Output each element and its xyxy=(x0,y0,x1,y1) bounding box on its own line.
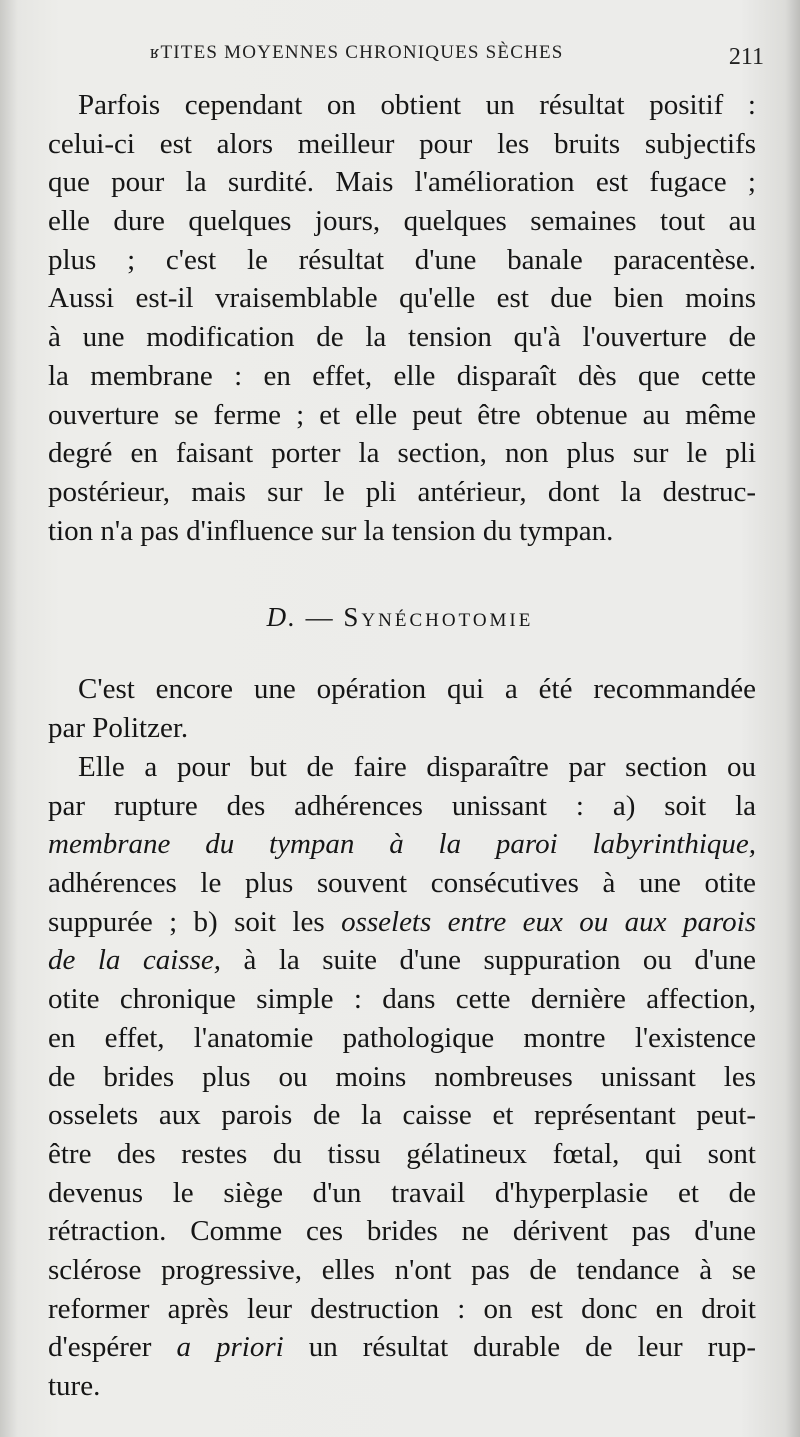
running-title: ʁTITES MOYENNES CHRONIQUES SÈCHES xyxy=(150,42,564,63)
text-line: elle dure quelques jours, quelques semaines tout au xyxy=(48,205,756,238)
text-line: ouverture se ferme ; et elle peut être obtenue au même xyxy=(48,398,756,431)
text-line: Elle a pour but de faire disparaître par section ou xyxy=(78,751,756,783)
text-line: otite chronique simple : dans cette dernière affection, xyxy=(48,983,756,1016)
text-line: à une modification de la tension qu'à l'ouverture de xyxy=(48,321,756,354)
italic-text: a priori xyxy=(176,1331,284,1364)
text-line: reformer après leur destruction : on est donc en droit xyxy=(48,1292,756,1325)
page-number: 211 xyxy=(728,44,764,70)
section-letter: D. xyxy=(266,602,297,632)
text-line: devenus le siège d'un travail d'hyperplasie et de xyxy=(48,1176,756,1209)
text-line: Aussi est-il vraisemblable qu'elle est due bien moins xyxy=(48,282,756,315)
section-title: Synéchotomie xyxy=(343,602,534,632)
running-header xyxy=(0,40,800,70)
text-run: d'espérer xyxy=(48,1331,177,1364)
text-line: sclérose progressive, elles n'ont pas de tendance à se xyxy=(48,1253,756,1286)
text-line: celui-ci est alors meilleur pour les bruits subjectifs xyxy=(48,127,756,160)
text-line: osselets aux parois de la caisse et représentant peut- xyxy=(48,1099,756,1132)
text-line: par Politzer. xyxy=(48,711,189,744)
paragraph-intro xyxy=(48,670,756,747)
text-line xyxy=(48,825,756,864)
text-run: un résultat durable de leur rup- xyxy=(283,1331,756,1364)
text-line: la membrane : en effet, elle disparaît dès que cette xyxy=(48,359,756,392)
text-run: suppurée ; b) soit les xyxy=(48,905,342,938)
text-line: Parfois cependant on obtient un résultat positif : xyxy=(78,89,756,121)
text-line xyxy=(48,941,756,980)
text-line: par rupture des adhérences unissant : a) soit la xyxy=(48,789,756,822)
text-line: être des restes du tissu gélatineux fœtal, qui sont xyxy=(48,1137,756,1170)
italic-text: osselets entre eux ou aux parois xyxy=(341,905,756,938)
text-line: de brides plus ou moins nombreuses unissant les xyxy=(48,1060,756,1093)
text-line: ture. xyxy=(48,1370,101,1402)
text-line: adhérences le plus souvent consécutives à une otite xyxy=(48,867,756,900)
paragraph-results xyxy=(48,86,756,550)
text-line xyxy=(48,903,756,942)
paragraph-purpose xyxy=(48,748,756,1406)
text-line xyxy=(48,1328,756,1367)
italic-text: membrane du tympan à la paroi labyrinthique, xyxy=(48,828,756,861)
italic-text: de la caisse, xyxy=(48,944,221,977)
section-dash: — xyxy=(305,602,335,632)
text-line: que pour la surdité. Mais l'amélioration est fugace ; xyxy=(48,166,756,199)
text-run: à la suite d'une suppuration ou d'une xyxy=(221,944,756,977)
text-line: rétraction. Comme ces brides ne dérivent pas d'une xyxy=(48,1215,756,1248)
text-line: C'est encore une opération qui a été recommandée xyxy=(78,673,756,705)
section-heading xyxy=(0,602,800,633)
text-line: postérieur, mais sur le pli antérieur, dont la destruc- xyxy=(48,475,756,508)
text-line: en effet, l'anatomie pathologique montre l'existence xyxy=(48,1021,756,1054)
text-line: tion n'a pas d'influence sur la tension du tympan. xyxy=(48,514,614,547)
text-line: degré en faisant porter la section, non plus sur le pli xyxy=(48,437,756,470)
text-line: plus ; c'est le résultat d'une banale paracentèse. xyxy=(48,243,756,276)
